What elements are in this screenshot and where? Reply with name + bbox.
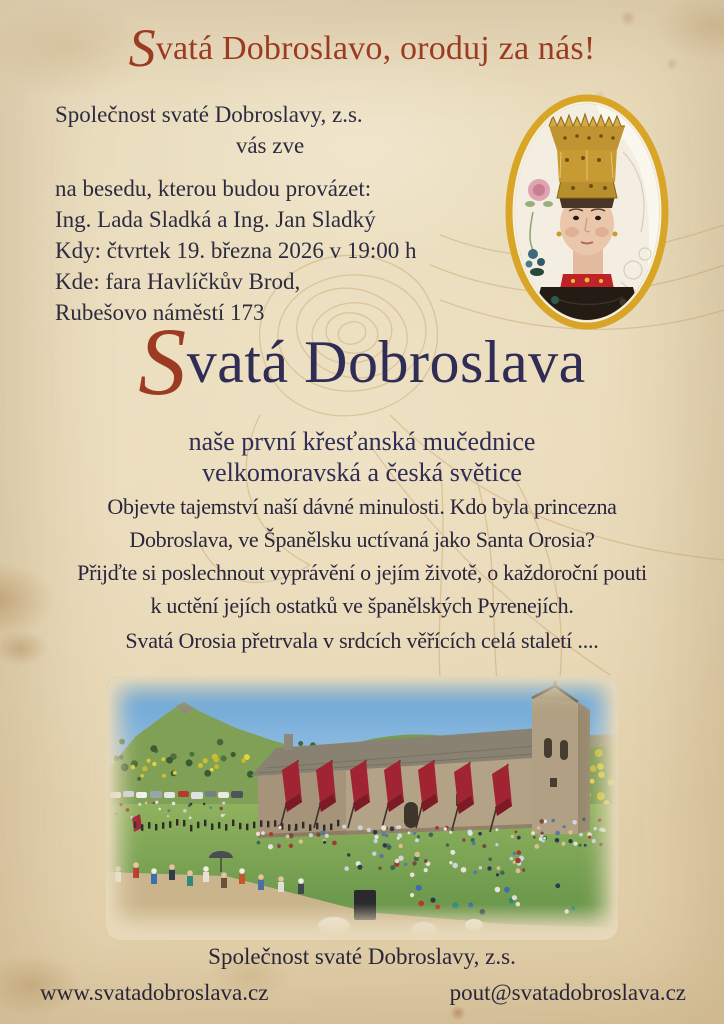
- footer-email-link[interactable]: pout@svatadobroslava.cz: [449, 980, 686, 1005]
- invitation-when: Kdy: čtvrtek 19. března 2026 v 19:00 h: [55, 238, 417, 263]
- body-line: k uctění jejích ostatků ve španělských Pyrenejích.: [150, 593, 574, 618]
- main-heading-rest: vatá Dobroslava: [186, 329, 586, 395]
- footer-org: Společnost svaté Dobroslavy, z.s.: [208, 944, 516, 969]
- page-title-rest: vatá Dobroslavo, oroduj za nás!: [155, 30, 596, 67]
- body-line: Přijďte si poslechnout vyprávění o jejím životě, o každoroční pouti: [77, 560, 647, 585]
- invitation-invite: vás zve: [235, 133, 305, 158]
- page-title-initial: S: [128, 18, 156, 78]
- pilgrimage-procession-photo: [106, 676, 618, 940]
- footer-website-link[interactable]: www.svatadobroslava.cz: [40, 980, 269, 1005]
- subtitle-line-2: velkomoravská a česká světice: [202, 458, 522, 487]
- body-line: Dobroslava, ve Španělsku uctívaná jako Santa Orosia?: [129, 527, 595, 552]
- photo-feathered-edge: [106, 676, 618, 940]
- page-title: [0, 18, 724, 78]
- body-paragraph-1: [0, 490, 724, 622]
- body-line: Objevte tajemství naší dávné minulosti. Kdo byla princezna: [107, 494, 617, 519]
- invitation-block: [55, 99, 485, 328]
- main-subtitle: [0, 426, 724, 488]
- invitation-speakers: Ing. Lada Sladká a Ing. Jan Sladký: [55, 207, 376, 232]
- portrait-collar: [560, 274, 614, 289]
- invitation-address: Rubešovo náměstí 173: [55, 300, 265, 325]
- subtitle-line-1: naše první křesťanská mučednice: [188, 427, 536, 456]
- main-heading-initial: S: [138, 308, 187, 415]
- invitation-topic: na besedu, kterou budou provázet:: [55, 176, 372, 201]
- invitation-where: Kde: fara Havlíčkův Brod,: [55, 269, 301, 294]
- saint-dobroslava-portrait: [503, 92, 671, 332]
- invitation-org: Společnost svaté Dobroslavy, z.s.: [55, 102, 363, 127]
- body-paragraph-2: Svatá Orosia přetrvala v srdcích věřících celá staletí ....: [125, 628, 599, 653]
- portrait-crown: [549, 114, 625, 208]
